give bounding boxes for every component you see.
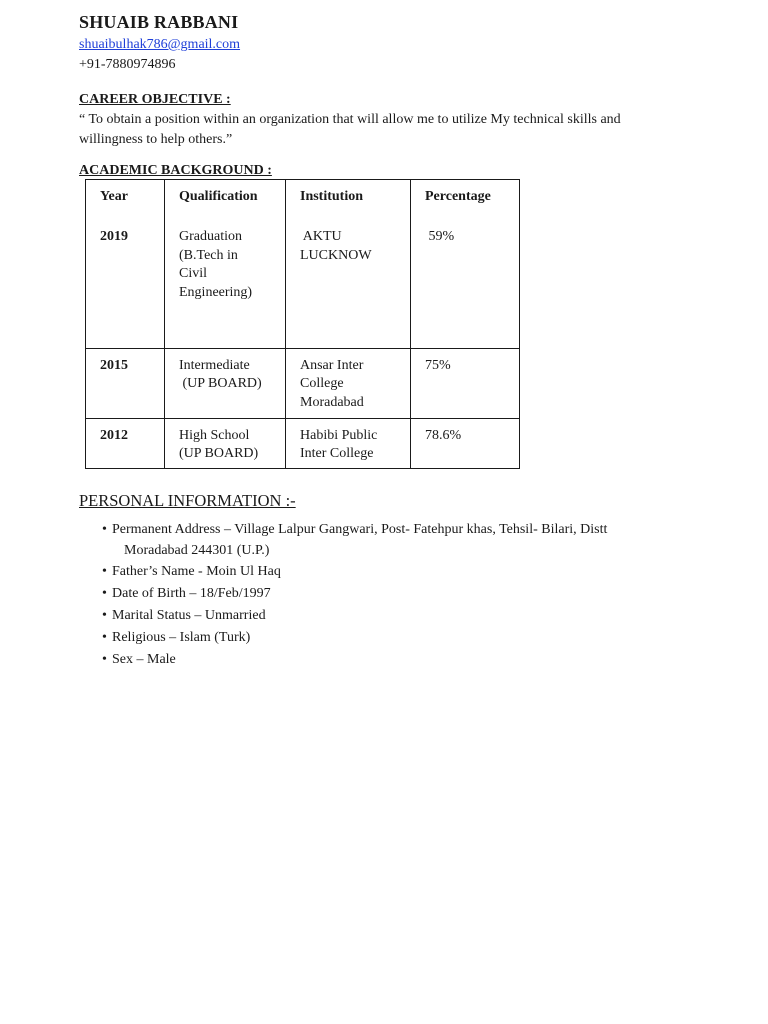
qualification-cell: High School (UP BOARD) <box>165 418 286 468</box>
column-header-qualification: Qualification <box>165 180 286 221</box>
qualification-cell: Graduation (B.Tech in Civil Engineering) <box>165 220 286 348</box>
table-row <box>86 220 520 348</box>
table-row <box>86 348 520 418</box>
marital-status: Marital Status – Unmarried <box>112 607 266 623</box>
year-cell: 2015 <box>86 348 165 418</box>
academic-table <box>85 179 520 469</box>
list-item <box>102 605 672 627</box>
percentage-cell: 75% <box>411 348 520 418</box>
column-header-year: Year <box>86 180 165 221</box>
percentage-cell: 59% <box>411 220 520 348</box>
column-header-institution: Institution <box>286 180 411 221</box>
email-link[interactable]: shuaibulhak786@gmail.com <box>79 37 241 52</box>
career-objective-heading: CAREER OBJECTIVE : <box>79 92 231 107</box>
candidate-name: SHUAIB RABBANI <box>79 12 239 32</box>
list-item <box>102 561 672 583</box>
academic-background-heading: ACADEMIC BACKGROUND : <box>79 163 272 178</box>
table-header-row <box>86 180 520 221</box>
list-item <box>102 519 672 561</box>
bullet-icon: • <box>102 521 107 537</box>
sex: Sex – Male <box>112 651 176 667</box>
date-of-birth: Date of Birth – 18/Feb/1997 <box>112 585 271 601</box>
list-item <box>102 627 672 649</box>
bullet-icon: • <box>102 651 107 667</box>
bullet-icon: • <box>102 607 107 623</box>
year-cell: 2019 <box>86 220 165 348</box>
personal-information-heading: PERSONAL INFORMATION :- <box>79 490 296 510</box>
institution-cell: AKTU LUCKNOW <box>286 220 411 348</box>
year-cell: 2012 <box>86 418 165 468</box>
career-objective-text: “ To obtain a position within an organization that will allow me to utilize My technical skills and willingness to help others.” <box>79 112 621 147</box>
institution-cell: Ansar Inter College Moradabad <box>286 348 411 418</box>
religion: Religious – Islam (Turk) <box>112 629 251 645</box>
list-item <box>102 583 672 605</box>
institution-cell: Habibi Public Inter College <box>286 418 411 468</box>
bullet-icon: • <box>102 629 107 645</box>
permanent-address: Permanent Address – Village Lalpur Gangwari, Post- Fatehpur khas, Tehsil- Bilari, Distt <box>112 521 608 537</box>
phone-number: +91-7880974896 <box>79 57 176 72</box>
table-row <box>86 418 520 468</box>
bullet-icon: • <box>102 585 107 601</box>
resume-page <box>79 10 699 671</box>
list-item <box>102 649 672 671</box>
bullet-icon: • <box>102 563 107 579</box>
fathers-name: Father’s Name - Moin Ul Haq <box>112 563 281 579</box>
personal-info-list <box>79 519 699 671</box>
qualification-cell: Intermediate (UP BOARD) <box>165 348 286 418</box>
column-header-percentage: Percentage <box>411 180 520 221</box>
permanent-address-line2: Moradabad 244301 (U.P.) <box>124 542 270 558</box>
percentage-cell: 78.6% <box>411 418 520 468</box>
